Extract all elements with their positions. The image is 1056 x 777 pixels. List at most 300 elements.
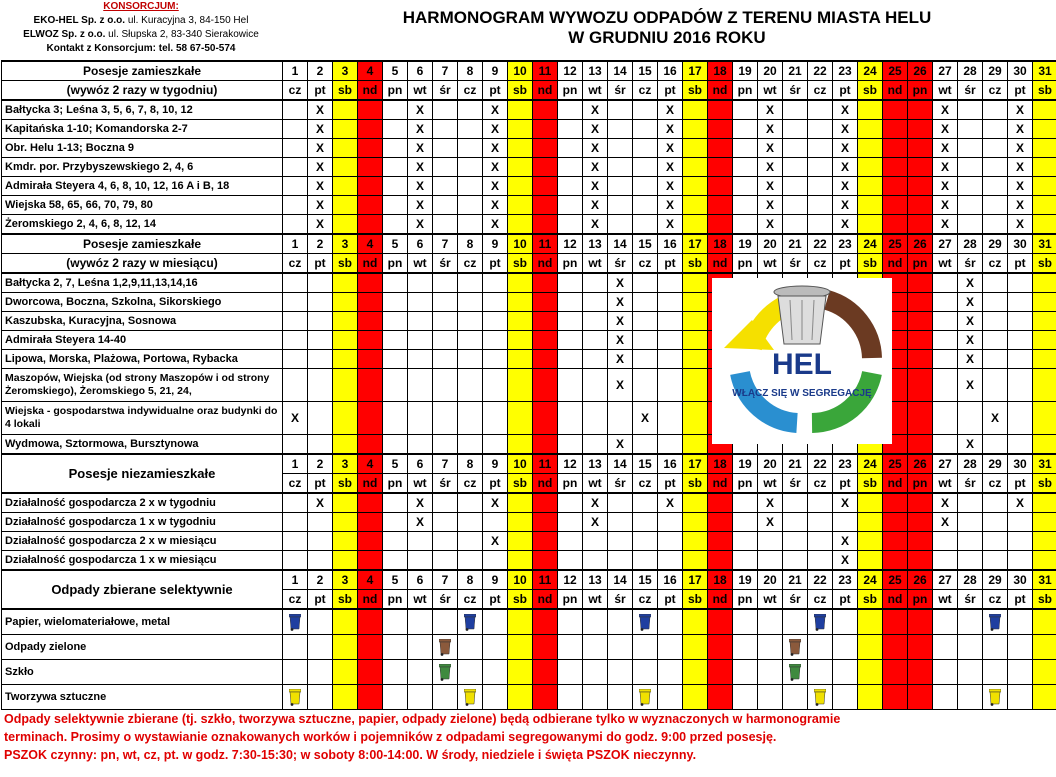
day-cell — [333, 609, 358, 635]
pickup-mark: X — [933, 158, 958, 177]
note-line-1: Odpady selektywnie zbierane (tj. szkło, tworzywa sztuczne, papier, odpady zielone) będą odbierane tylko w wyznaczonych w harmonogramie — [4, 712, 841, 726]
row-label: Bałtycka 2, 7, Leśna 1,2,9,11,13,14,16 — [2, 273, 283, 293]
day-number: 28 — [958, 234, 983, 254]
weekday: śr — [608, 590, 633, 610]
pickup-mark: X — [608, 350, 633, 369]
day-cell — [433, 139, 458, 158]
day-cell — [808, 551, 833, 571]
weekday: cz — [983, 254, 1008, 274]
weekday: nd — [708, 590, 733, 610]
day-cell — [408, 551, 433, 571]
pickup-mark: X — [933, 493, 958, 513]
day-number: 22 — [808, 61, 833, 81]
day-cell — [1033, 402, 1056, 435]
pickup-mark: X — [608, 369, 633, 402]
bin-brown-icon — [433, 635, 458, 660]
day-cell — [983, 551, 1008, 571]
day-cell — [633, 350, 658, 369]
day-cell — [683, 685, 708, 710]
day-cell — [283, 660, 308, 685]
day-number: 7 — [433, 454, 458, 474]
weekday: pn — [558, 590, 583, 610]
logo-text: HEL — [772, 348, 832, 381]
day-cell — [308, 609, 333, 635]
day-cell — [308, 660, 333, 685]
day-cell — [433, 177, 458, 196]
weekday: pn — [733, 254, 758, 274]
day-number: 26 — [908, 234, 933, 254]
weekday: cz — [458, 474, 483, 494]
day-cell — [283, 215, 308, 235]
day-cell — [1008, 293, 1033, 312]
day-cell — [583, 532, 608, 551]
day-cell — [933, 532, 958, 551]
day-cell — [283, 120, 308, 139]
pickup-mark: X — [283, 402, 308, 435]
hel-recycling-logo — [712, 278, 892, 444]
weekday: sb — [333, 81, 358, 101]
pickup-mark: X — [958, 273, 983, 293]
weekday: śr — [958, 590, 983, 610]
day-cell — [408, 402, 433, 435]
pickup-mark: X — [1008, 493, 1033, 513]
weekday: pt — [483, 474, 508, 494]
day-cell — [708, 551, 733, 571]
day-cell — [333, 660, 358, 685]
row-label: Żeromskiego 2, 4, 6, 8, 12, 14 — [2, 215, 283, 235]
day-number: 10 — [508, 234, 533, 254]
pickup-mark: X — [958, 312, 983, 331]
weekday: wt — [408, 81, 433, 101]
day-cell — [483, 685, 508, 710]
pickup-mark: X — [583, 158, 608, 177]
day-cell — [283, 513, 308, 532]
pickup-mark: X — [583, 120, 608, 139]
row-label: Szkło — [2, 660, 283, 685]
day-cell — [358, 273, 383, 293]
day-cell — [633, 635, 658, 660]
day-cell — [983, 635, 1008, 660]
table-row — [2, 513, 1056, 532]
day-cell — [333, 293, 358, 312]
day-number: 6 — [408, 234, 433, 254]
row-label: Kapitańska 1-10; Komandorska 2-7 — [2, 120, 283, 139]
row-label: Kaszubska, Kuracyjna, Sosnowa — [2, 312, 283, 331]
row-label: Odpady zielone — [2, 635, 283, 660]
day-cell — [458, 435, 483, 455]
page-title — [282, 8, 1052, 48]
day-cell — [983, 513, 1008, 532]
day-cell — [558, 350, 583, 369]
day-cell — [908, 532, 933, 551]
day-cell — [1033, 331, 1056, 350]
weekday: pt — [483, 254, 508, 274]
weekday: pn — [733, 590, 758, 610]
table-row — [2, 139, 1056, 158]
pickup-mark: X — [408, 139, 433, 158]
day-cell — [633, 660, 658, 685]
day-number: 17 — [683, 454, 708, 474]
weekday: nd — [358, 81, 383, 101]
day-number: 22 — [808, 234, 833, 254]
day-number: 3 — [333, 570, 358, 590]
pickup-mark: X — [608, 293, 633, 312]
day-number: 24 — [858, 234, 883, 254]
schedule-table — [1, 60, 1056, 710]
day-number: 4 — [358, 61, 383, 81]
weekday: wt — [758, 254, 783, 274]
consortium-contact: Kontakt z Konsorcjum: tel. 58 67-50-574 — [46, 43, 236, 54]
bin-green-icon — [433, 660, 458, 685]
day-cell — [283, 532, 308, 551]
day-cell — [683, 609, 708, 635]
day-cell — [458, 215, 483, 235]
day-cell — [558, 551, 583, 571]
day-cell — [958, 493, 983, 513]
pickup-mark: X — [583, 177, 608, 196]
day-cell — [858, 685, 883, 710]
day-cell — [533, 685, 558, 710]
day-cell — [883, 100, 908, 120]
row-label: Admirała Steyera 4, 6, 8, 10, 12, 16 A i B, 18 — [2, 177, 283, 196]
day-number: 18 — [708, 570, 733, 590]
bin-blue-icon — [808, 609, 833, 635]
weekday: pt — [308, 474, 333, 494]
weekday: pn — [558, 81, 583, 101]
day-cell — [508, 685, 533, 710]
pickup-mark: X — [833, 551, 858, 571]
weekday: pt — [483, 590, 508, 610]
day-cell — [333, 635, 358, 660]
day-cell — [733, 158, 758, 177]
day-cell — [483, 402, 508, 435]
day-cell — [908, 177, 933, 196]
day-cell — [758, 685, 783, 710]
day-cell — [458, 139, 483, 158]
day-cell — [383, 100, 408, 120]
day-cell — [908, 685, 933, 710]
pickup-mark: X — [408, 493, 433, 513]
day-number: 11 — [533, 234, 558, 254]
day-cell — [658, 551, 683, 571]
row-label: Działalność gospodarcza 2 x w miesiącu — [2, 532, 283, 551]
pickup-mark: X — [958, 350, 983, 369]
day-cell — [958, 402, 983, 435]
day-number: 21 — [783, 570, 808, 590]
weekday: sb — [683, 590, 708, 610]
day-cell — [583, 350, 608, 369]
day-cell — [383, 532, 408, 551]
day-cell — [808, 513, 833, 532]
day-cell — [408, 685, 433, 710]
day-number: 29 — [983, 61, 1008, 81]
row-label: Wiejska - gospodarstwa indywidualne oraz budynki do 4 lokali — [2, 402, 283, 435]
day-number: 15 — [633, 454, 658, 474]
day-cell — [658, 402, 683, 435]
day-number: 22 — [808, 454, 833, 474]
weekday: sb — [508, 81, 533, 101]
day-cell — [733, 609, 758, 635]
day-cell — [358, 435, 383, 455]
day-cell — [283, 493, 308, 513]
day-number: 2 — [308, 454, 333, 474]
day-cell — [508, 100, 533, 120]
day-cell — [483, 435, 508, 455]
weekday: pn — [733, 474, 758, 494]
weekday: sb — [683, 254, 708, 274]
day-number: 3 — [333, 61, 358, 81]
day-cell — [658, 435, 683, 455]
day-number: 29 — [983, 454, 1008, 474]
day-cell — [558, 369, 583, 402]
day-number: 3 — [333, 454, 358, 474]
day-cell — [733, 139, 758, 158]
day-cell — [558, 158, 583, 177]
day-number: 6 — [408, 570, 433, 590]
day-cell — [708, 139, 733, 158]
weekday: nd — [708, 254, 733, 274]
day-cell — [358, 120, 383, 139]
weekday: pn — [383, 254, 408, 274]
day-cell — [858, 120, 883, 139]
bin-blue-icon — [283, 609, 308, 635]
weekday: cz — [808, 81, 833, 101]
day-number: 16 — [658, 234, 683, 254]
day-cell — [383, 273, 408, 293]
day-cell — [1033, 435, 1056, 455]
day-cell — [533, 513, 558, 532]
pickup-mark: X — [483, 139, 508, 158]
weekday: sb — [1033, 590, 1056, 610]
day-cell — [583, 402, 608, 435]
day-number: 30 — [1008, 234, 1033, 254]
day-cell — [833, 635, 858, 660]
day-cell — [1033, 369, 1056, 402]
day-cell — [958, 139, 983, 158]
day-cell — [608, 402, 633, 435]
day-cell — [683, 635, 708, 660]
day-cell — [658, 312, 683, 331]
logo-slogan: WŁĄCZ SIĘ W SEGREGACJĘ — [732, 388, 872, 399]
pickup-mark: X — [658, 100, 683, 120]
day-cell — [358, 660, 383, 685]
day-cell — [608, 493, 633, 513]
day-cell — [333, 196, 358, 215]
weekday: wt — [583, 474, 608, 494]
day-cell — [933, 551, 958, 571]
day-cell — [533, 100, 558, 120]
day-cell — [658, 532, 683, 551]
day-cell — [433, 293, 458, 312]
weekday: sb — [1033, 474, 1056, 494]
day-cell — [633, 369, 658, 402]
pickup-mark: X — [758, 215, 783, 235]
day-cell — [983, 660, 1008, 685]
table-row — [2, 635, 1056, 660]
weekday: wt — [758, 590, 783, 610]
pickup-mark: X — [408, 513, 433, 532]
day-cell — [683, 350, 708, 369]
pickup-mark: X — [833, 120, 858, 139]
pickup-mark: X — [833, 158, 858, 177]
weekday: wt — [408, 474, 433, 494]
day-cell — [558, 532, 583, 551]
bin-yellow-icon — [283, 685, 308, 710]
day-cell — [758, 609, 783, 635]
weekday: pn — [383, 590, 408, 610]
day-cell — [783, 215, 808, 235]
pickup-mark: X — [658, 139, 683, 158]
weekday: śr — [783, 474, 808, 494]
pickup-mark: X — [833, 177, 858, 196]
day-cell — [483, 635, 508, 660]
day-cell — [1008, 273, 1033, 293]
day-cell — [683, 177, 708, 196]
day-cell — [708, 609, 733, 635]
day-cell — [983, 120, 1008, 139]
day-cell — [483, 331, 508, 350]
day-cell — [383, 660, 408, 685]
notes — [4, 710, 1052, 764]
day-cell — [958, 685, 983, 710]
day-number: 17 — [683, 61, 708, 81]
day-cell — [983, 215, 1008, 235]
day-number: 30 — [1008, 570, 1033, 590]
day-cell — [608, 635, 633, 660]
day-cell — [458, 513, 483, 532]
day-cell — [808, 635, 833, 660]
day-cell — [658, 635, 683, 660]
day-cell — [583, 312, 608, 331]
day-cell — [458, 196, 483, 215]
day-number: 13 — [583, 570, 608, 590]
day-cell — [358, 551, 383, 571]
weekday: pt — [833, 474, 858, 494]
pickup-mark: X — [308, 120, 333, 139]
day-cell — [883, 609, 908, 635]
row-label: Obr. Helu 1-13; Boczna 9 — [2, 139, 283, 158]
day-number: 25 — [883, 234, 908, 254]
day-cell — [758, 660, 783, 685]
row-label: Wiejska 58, 65, 66, 70, 79, 80 — [2, 196, 283, 215]
pickup-mark: X — [833, 139, 858, 158]
pickup-mark: X — [758, 513, 783, 532]
day-cell — [308, 551, 333, 571]
day-number: 5 — [383, 454, 408, 474]
day-cell — [433, 513, 458, 532]
bin-yellow-icon — [983, 685, 1008, 710]
day-cell — [858, 158, 883, 177]
day-cell — [533, 493, 558, 513]
day-cell — [508, 293, 533, 312]
row-label: Wydmowa, Sztormowa, Bursztynowa — [2, 435, 283, 455]
day-number: 26 — [908, 61, 933, 81]
day-cell — [383, 551, 408, 571]
day-cell — [683, 331, 708, 350]
pickup-mark: X — [758, 177, 783, 196]
weekday: pt — [308, 81, 333, 101]
weekday: pt — [1008, 590, 1033, 610]
day-number: 15 — [633, 570, 658, 590]
day-cell — [683, 120, 708, 139]
day-cell — [1033, 493, 1056, 513]
day-number: 25 — [883, 454, 908, 474]
day-cell — [858, 532, 883, 551]
day-cell — [283, 177, 308, 196]
day-number: 4 — [358, 570, 383, 590]
day-cell — [458, 100, 483, 120]
day-cell — [783, 177, 808, 196]
table-row — [2, 350, 1056, 369]
weekday: cz — [458, 254, 483, 274]
day-cell — [508, 493, 533, 513]
row-label: Działalność gospodarcza 1 x w tygodniu — [2, 513, 283, 532]
day-cell — [683, 273, 708, 293]
day-cell — [458, 369, 483, 402]
day-cell — [883, 215, 908, 235]
bin-brown-icon — [783, 635, 808, 660]
day-cell — [608, 100, 633, 120]
pickup-mark: X — [1008, 177, 1033, 196]
day-cell — [883, 685, 908, 710]
pickup-mark: X — [483, 215, 508, 235]
day-cell — [908, 273, 933, 293]
day-number: 18 — [708, 61, 733, 81]
day-number: 28 — [958, 454, 983, 474]
day-cell — [908, 402, 933, 435]
day-cell — [558, 139, 583, 158]
weekday: pn — [383, 81, 408, 101]
day-cell — [833, 513, 858, 532]
day-cell — [608, 532, 633, 551]
day-cell — [308, 293, 333, 312]
weekday: cz — [983, 474, 1008, 494]
day-cell — [283, 158, 308, 177]
day-cell — [883, 158, 908, 177]
weekday: śr — [783, 590, 808, 610]
day-cell — [708, 120, 733, 139]
pickup-mark: X — [833, 532, 858, 551]
day-cell — [708, 660, 733, 685]
pickup-mark: X — [483, 100, 508, 120]
day-cell — [658, 513, 683, 532]
day-cell — [408, 369, 433, 402]
table-row — [2, 685, 1056, 710]
day-cell — [958, 120, 983, 139]
day-cell — [283, 139, 308, 158]
day-number: 29 — [983, 570, 1008, 590]
day-number: 26 — [908, 454, 933, 474]
day-number: 24 — [858, 61, 883, 81]
pickup-mark: X — [308, 493, 333, 513]
consortium-member-1: EKO-HEL Sp. z o.o. ul. Kuracyjna 3, 84-150 Hel — [33, 15, 249, 26]
table-row — [2, 402, 1056, 435]
day-cell — [408, 312, 433, 331]
day-cell — [408, 435, 433, 455]
day-cell — [858, 177, 883, 196]
day-cell — [358, 513, 383, 532]
day-cell — [333, 158, 358, 177]
day-cell — [633, 196, 658, 215]
section-title: Posesje zamieszkałe — [2, 234, 283, 254]
day-number: 10 — [508, 570, 533, 590]
bin-blue-icon — [633, 609, 658, 635]
table-row — [2, 532, 1056, 551]
day-cell — [458, 350, 483, 369]
bin-yellow-icon — [458, 685, 483, 710]
pickup-mark: X — [758, 158, 783, 177]
day-cell — [458, 120, 483, 139]
